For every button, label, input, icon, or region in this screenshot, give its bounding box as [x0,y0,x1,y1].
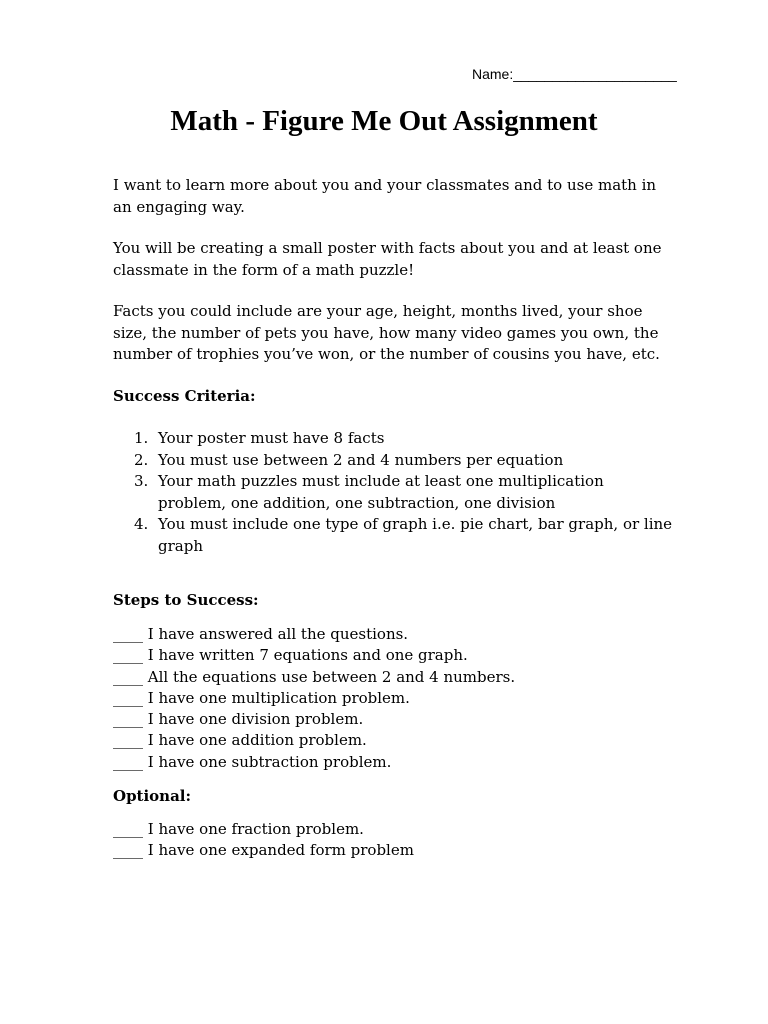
criteria-item [113,471,673,514]
steps-checklist [113,624,673,773]
criteria-item-number: 4. [134,515,149,533]
intro-paragraph-3: Facts you could include are your age, height, months lived, your shoe size, the number of pets you have, how many video games you own, the number of trophies you’ve won, or the number of cousins you have, etc. [113,302,660,363]
optional-heading: Optional: [113,787,192,805]
checklist-item: ____ I have written 7 equations and one graph. [113,646,468,665]
success-criteria-list [113,428,673,557]
criteria-item [113,428,673,450]
optional-checklist [113,819,673,862]
criteria-item [113,514,673,557]
steps-heading: Steps to Success: [113,591,259,609]
criteria-item-text: You must include one type of graph i.e. pie chart, bar graph, or line graph [158,515,673,555]
checklist-item: ____ I have one multiplication problem. [113,688,410,707]
checklist-item: ____ I have one addition problem. [113,731,367,750]
checklist-item: ____ I have answered all the questions. [113,625,409,643]
checklist-item: ____ I have one subtraction problem. [113,752,392,771]
name-field-line: Name:_____________________ [472,66,677,82]
success-criteria-heading: Success Criteria: [113,387,256,405]
criteria-item-text: Your poster must have 8 facts [158,429,385,447]
criteria-item [113,450,673,472]
intro-paragraph-2: You will be creating a small poster with facts about you and at least one classmate in the form of a math puzzle! [113,239,662,279]
intro-paragraph-1: I want to learn more about you and your classmates and to use math in an engaging way. [113,176,657,216]
checklist-item: ____ I have one fraction problem. [113,820,364,838]
criteria-item-number: 3. [134,472,149,490]
checklist-item: ____ I have one division problem. [113,710,364,729]
page-title: Math - Figure Me Out Assignment [170,105,598,137]
criteria-item-number: 2. [134,450,149,469]
checklist-item: ____ All the equations use between 2 and 4 numbers. [113,667,516,686]
checklist-item: ____ I have one expanded form problem [113,841,414,860]
criteria-item-number: 1. [134,429,149,447]
criteria-item-text: Your math puzzles must include at least one multiplication problem, one addition, one subtraction, one division [158,472,604,512]
criteria-item-text: You must use between 2 and 4 numbers per equation [158,450,564,469]
